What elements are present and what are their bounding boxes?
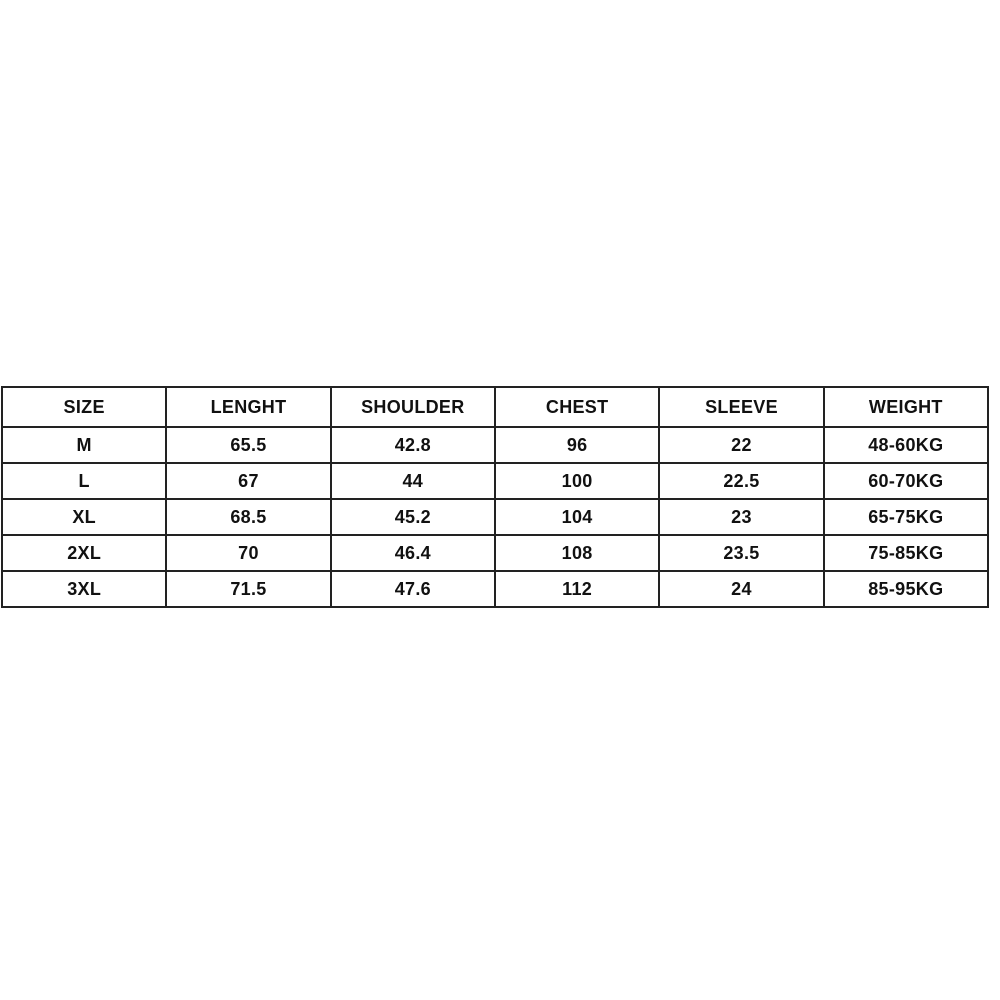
header-sleeve: SLEEVE xyxy=(659,387,823,427)
cell-lenght: 71.5 xyxy=(166,571,330,607)
cell-size: L xyxy=(2,463,166,499)
cell-sleeve: 24 xyxy=(659,571,823,607)
cell-size: 2XL xyxy=(2,535,166,571)
cell-size: XL xyxy=(2,499,166,535)
cell-size: 3XL xyxy=(2,571,166,607)
cell-sleeve: 23.5 xyxy=(659,535,823,571)
cell-weight: 75-85KG xyxy=(824,535,988,571)
table-row-2xl xyxy=(2,535,988,571)
header-size: SIZE xyxy=(2,387,166,427)
cell-weight: 85-95KG xyxy=(824,571,988,607)
cell-shoulder: 46.4 xyxy=(331,535,495,571)
table-row-l xyxy=(2,463,988,499)
header-row xyxy=(2,387,988,427)
cell-weight: 65-75KG xyxy=(824,499,988,535)
cell-sleeve: 22 xyxy=(659,427,823,463)
cell-weight: 60-70KG xyxy=(824,463,988,499)
header-shoulder: SHOULDER xyxy=(331,387,495,427)
cell-lenght: 67 xyxy=(166,463,330,499)
cell-shoulder: 42.8 xyxy=(331,427,495,463)
cell-chest: 112 xyxy=(495,571,659,607)
cell-lenght: 68.5 xyxy=(166,499,330,535)
header-lenght: LENGHT xyxy=(166,387,330,427)
cell-sleeve: 22.5 xyxy=(659,463,823,499)
table-row-xl xyxy=(2,499,988,535)
cell-chest: 104 xyxy=(495,499,659,535)
cell-shoulder: 45.2 xyxy=(331,499,495,535)
cell-lenght: 65.5 xyxy=(166,427,330,463)
cell-shoulder: 47.6 xyxy=(331,571,495,607)
table-row-3xl xyxy=(2,571,988,607)
table-row-m xyxy=(2,427,988,463)
cell-chest: 108 xyxy=(495,535,659,571)
cell-chest: 100 xyxy=(495,463,659,499)
cell-lenght: 70 xyxy=(166,535,330,571)
cell-sleeve: 23 xyxy=(659,499,823,535)
size-chart-table xyxy=(1,386,989,608)
cell-weight: 48-60KG xyxy=(824,427,988,463)
cell-size: M xyxy=(2,427,166,463)
cell-shoulder: 44 xyxy=(331,463,495,499)
header-chest: CHEST xyxy=(495,387,659,427)
cell-chest: 96 xyxy=(495,427,659,463)
header-weight: WEIGHT xyxy=(824,387,988,427)
